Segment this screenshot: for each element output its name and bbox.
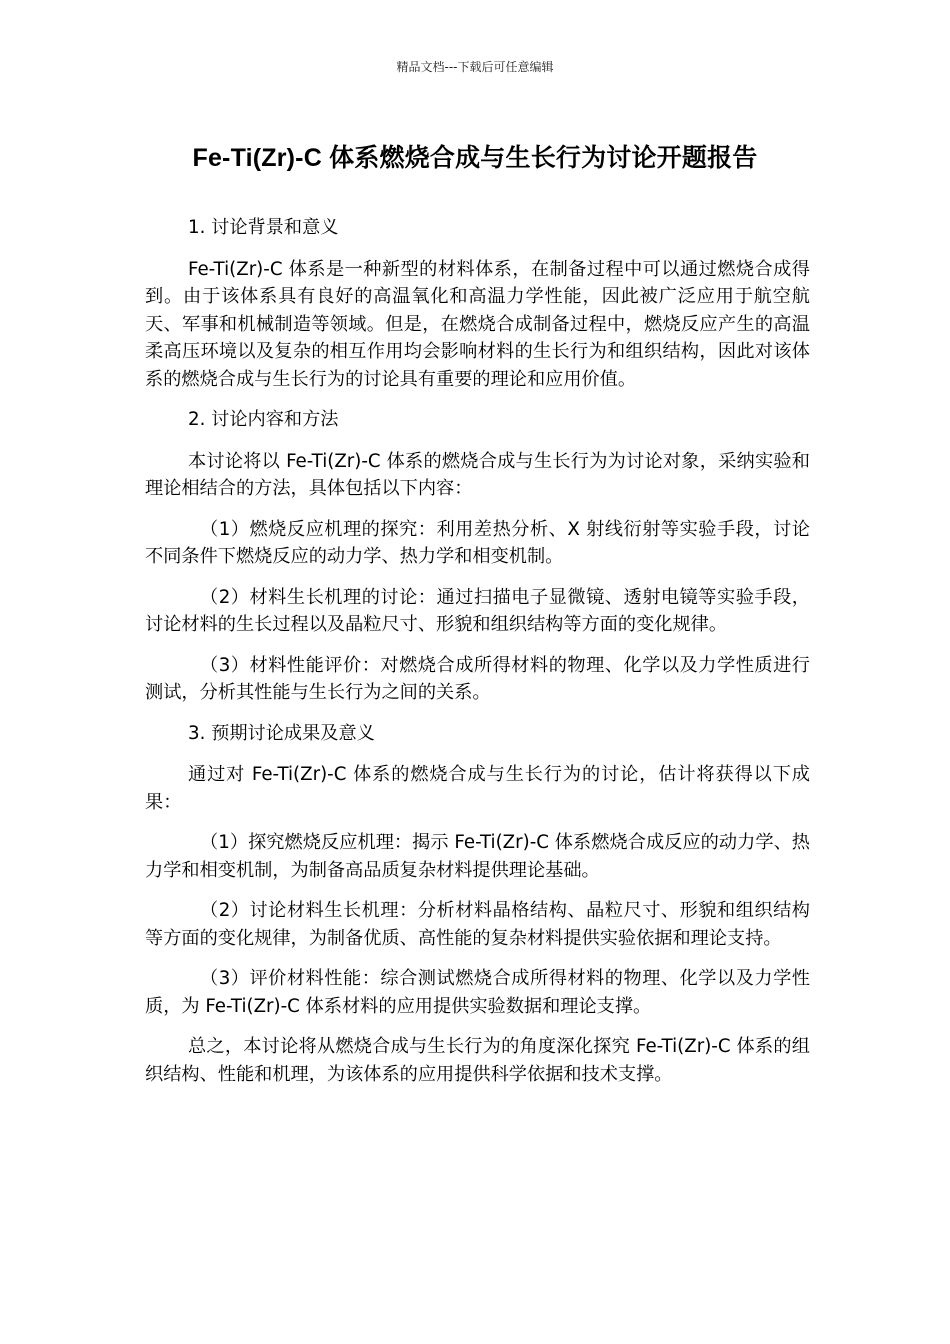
section-heading-2: 2. 讨论内容和方法 <box>188 409 339 430</box>
list-item-result-2: （2）讨论材料生长机理：分析材料晶格结构、晶粒尺寸、形貌和组织结构等方面的变化规律，为制备优质、高性能的复杂材料提供实验依据和理论支持。 <box>145 900 810 949</box>
list-item-content-1: （1）燃烧反应机理的探究：利用差热分析、X 射线衍射等实验手段，讨论不同条件下燃烧反应的动力学、热力学和相变机制。 <box>145 518 810 567</box>
section-heading-1: 1. 讨论背景和意义 <box>188 217 339 238</box>
paragraph-results-intro: 通过对 Fe-Ti(Zr)-C 体系的燃烧合成与生长行为的讨论，估计将获得以下成果： <box>145 764 810 813</box>
paragraph-conclusion: 总之，本讨论将从燃烧合成与生长行为的角度深化探究 Fe-Ti(Zr)-C 体系的组织结构、性能和机理，为该体系的应用提供科学依据和技术支撑。 <box>145 1036 810 1085</box>
list-item-content-3: （3）材料性能评价：对燃烧合成所得材料的物理、化学以及力学性质进行测试，分析其性能与生长行为之间的关系。 <box>145 654 810 703</box>
document-body <box>145 214 810 1101</box>
section-heading-3: 3. 预期讨论成果及意义 <box>188 722 375 744</box>
list-item-result-3: （3）评价材料性能：综合测试燃烧合成所得材料的物理、化学以及力学性质，为 Fe-Ti(Zr)-C 体系材料的应用提供实验数据和理论支撑。 <box>145 968 810 1017</box>
list-item-content-2: （2）材料生长机理的讨论：通过扫描电子显微镜、透射电镜等实验手段，讨论材料的生长过程以及晶粒尺寸、形貌和组织结构等方面的变化规律。 <box>145 586 810 635</box>
document-title: Fe-Ti(Zr)-C 体系燃烧合成与生长行为讨论开题报告 <box>192 144 758 172</box>
paragraph-content-intro: 本讨论将以 Fe-Ti(Zr)-C 体系的燃烧合成与生长行为为讨论对象，采纳实验和理论相结合的方法，具体包括以下内容： <box>145 450 810 499</box>
paragraph-background: Fe-Ti(Zr)-C 体系是一种新型的材料体系，在制备过程中可以通过燃烧合成得到。由于该体系具有良好的高温氧化和高温力学性能，因此被广泛应用于航空航天、军事和机械制造等领域。但是，在燃烧合成制备过程中，燃烧反应产生的高温柔高压环境以及复杂的相互作用均会影响材料的生长行为和组织结构，因此对该体系的燃烧合成与生长行为的讨论具有重要的理论和应用价值。 <box>145 258 810 390</box>
list-item-result-1: （1）探究燃烧反应机理：揭示 Fe-Ti(Zr)-C 体系燃烧合成反应的动力学、热力学和相变机制，为制备高品质复杂材料提供理论基础。 <box>145 832 810 881</box>
page-header: 精品文档---下载后可任意编辑 <box>396 60 554 74</box>
